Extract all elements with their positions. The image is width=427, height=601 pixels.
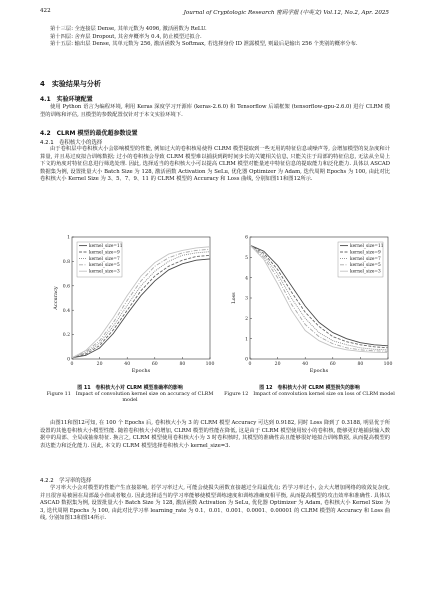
x-axis-label: Epochs — [309, 368, 329, 374]
legend-label: kernel_size=11 — [89, 244, 123, 249]
legend-label: kernel_size=11 — [350, 244, 384, 249]
layer-13: 第十三层: 全连接层 Dense, 其单元数为 4096, 激活函数为 ReLU. — [50, 26, 207, 32]
section-4-2-heading: 4.2 CLRM 模型的最优超参数设置 — [40, 130, 138, 137]
results-paragraph: 由图11和图12可知, 在 100 个 Epochs 后, 卷积核大小为 3 的 CLRM 模型 Accuracy 可达到 0.9182, 同时 Loss 降到了 0.3188, 明显优于所设置的其他卷积核大小模型性能. 随着卷积核大小的增加, CLRM 模型的性能在降低, 这是由于 CLRM 模型使用较小的卷积核, 能够更好地捕获输入数据中的局部、全局或抽象特征. 换言之, CLRM 模型使用卷积核大小为 3 时卷积核时, 其模型的准确性高且能够很好地拟合训练数据, 从而提高模型的表达能力和泛化能力. 因此, 本文的 CLRM 模型选择卷积核大小 kernel_size=3. — [40, 420, 390, 449]
x-tick-label: 20 — [274, 362, 281, 367]
legend-label: kernel_size=9 — [89, 250, 120, 256]
y-tick-label: 3 — [245, 296, 248, 302]
figure-11-caption: 图 11 卷积核大小对 CLRM 模型准确率的影响 Figure 11 Impact of convolution kernel size on accuracy of CLRM model — [46, 385, 214, 403]
legend-label: kernel_size=9 — [350, 250, 381, 256]
x-axis-label: Epochs — [131, 368, 151, 374]
x-tick-label: 40 — [124, 362, 131, 367]
section-4-2-1-text: 由于卷积层中卷积核大小会影响模型的性能, 例如过大的卷积核易使得 CLRM 模型提取到一些无用的特征信息或噪声等, 会增加模型的复杂度和计算量, 并且易过度拟合训练数据; 过小的卷积核会导致 CLRM 模型难以捕获到跨时间步长的关键相关信息, 只能关注于局部的特征信息, 无法从全局上下文的角度对特征信息进行筛选处理. 因此, 选择适当的卷积核大小可以提高 CLRM 模型对能量迹中特征信息的提取能力和泛化能力. 具体以 ASCAD 数据集为例, 设置批量大小 Batch Size 为 128, 激活函数 Activation 为 SeLu, 优化器 Optimizer 为 Adam, 迭代周期 Epochs 为 100, 由此对比卷积核大小 Kernel Size 为 3、5、7、9、11 的 CLRM 模型的 Accuracy 和 Loss 曲线, 分别如图11和图12所示. — [40, 146, 390, 183]
page-header — [40, 8, 389, 18]
y-tick-label: 5 — [245, 255, 248, 261]
section-4-2-2-text: 学习率大小会对模型的性能产生直接影响, 若学习率过大, 可能会使损失函数直接越过全局最优点; 若学习率过小, 会大大增加网络的收敛复杂度, 并且很容易被困在局部最小值或者鞍点. 因此选择适当的学习率能够使模型训练速度和训练准确度相平衡, 从而提高模型的攻击效率和准确性. 具体以 ASCAD 数据集为例, 设置批量大小 Batch Size 为 128, 激活函数 Activation 为 SeLu, 优化器 Optimizer 为 Adam, 卷积核大小 Kernel Size 为 3, 迭代周期 Epochs 为 100, 由此对比学习率 learning_rate 为 0.1、0.01、0.001、0.0001、0.00001 的 CLRM 模型的 Accuracy 和 Loss 曲线, 分别如图13和图14所示. — [40, 485, 390, 522]
section-4-1-text: 使用 Python 语言为编程环境, 利用 Keras 深度学习开源库 (keras-2.6.0) 和 Tensorflow 后端框架 (tensorflow-gpu-2.6.0) 进行 CLRM 模型的训练和评估, 且模型的参数配置仅针对于本文实验环境下. — [40, 104, 390, 118]
legend-label: kernel_size=5 — [89, 263, 120, 269]
accuracy-chart — [50, 231, 215, 379]
y-axis-label: Loss — [231, 292, 237, 304]
x-tick-label: 0 — [70, 362, 74, 367]
legend-label: kernel_size=5 — [350, 263, 381, 269]
section-4-2-2-heading: 4.2.2 学习率的选择 — [40, 478, 92, 484]
loss-chart — [228, 231, 393, 379]
y-tick-label: 0.6 — [62, 284, 70, 290]
x-tick-label: 60 — [151, 362, 158, 367]
layer-list — [40, 26, 390, 49]
y-tick-label: 4 — [245, 276, 248, 282]
section-4-2-1-heading: 4.2.1 卷积核大小的选择 — [40, 140, 103, 146]
y-tick-label: 1 — [245, 337, 248, 343]
x-tick-label: 20 — [96, 362, 103, 367]
page-number: 422 — [40, 8, 51, 14]
legend-label: kernel_size=7 — [350, 256, 381, 262]
journal-title: Journal of Cryptologic Research 密码学报 (中英文) Vol.12, No.2, Apr. 2025 — [183, 10, 389, 16]
section-4-heading: 4 实验结果与分析 — [40, 80, 101, 88]
legend-label: kernel_size=3 — [350, 269, 381, 275]
figure-11 — [50, 231, 215, 383]
x-tick-label: 0 — [248, 362, 252, 367]
y-tick-label: 6 — [245, 235, 248, 241]
x-tick-label: 40 — [302, 362, 309, 367]
legend-label: kernel_size=7 — [89, 256, 120, 262]
y-axis-label: Accuracy — [53, 286, 59, 310]
x-tick-label: 80 — [357, 362, 364, 367]
x-tick-label: 60 — [329, 362, 336, 367]
y-tick-label: 0.4 — [62, 308, 70, 314]
y-tick-label: 0.8 — [62, 260, 70, 265]
layer-15: 第十五层: 输出层 Dense, 其单元数为 256, 激活函数为 Softmax, 若选择身份 ID 泄露模型, 则最后是输出 256 个类别的概率分布. — [50, 41, 358, 48]
y-tick-label: 0 — [67, 357, 70, 363]
x-tick-label: 100 — [205, 362, 215, 367]
x-tick-label: 100 — [383, 362, 393, 367]
y-tick-label: 1 — [67, 235, 70, 241]
section-4-1-heading: 4.1 实验环境配置 — [40, 96, 93, 103]
x-tick-label: 80 — [179, 362, 186, 367]
legend-label: kernel_size=3 — [89, 269, 120, 275]
y-tick-label: 2 — [245, 316, 248, 322]
layer-14: 第十四层: 舍弃层 Dropout, 其舍弃概率为 0.4, 防止模型过拟合. — [50, 33, 202, 40]
y-tick-label: 0 — [245, 357, 248, 363]
figure-12-caption: 图 12 卷积核大小对 CLRM 模型损失的影响 Figure 12 Impact of convolution kernel size on loss of CLRM model — [224, 385, 395, 397]
y-tick-label: 0.2 — [62, 333, 70, 339]
figure-12 — [228, 231, 393, 383]
